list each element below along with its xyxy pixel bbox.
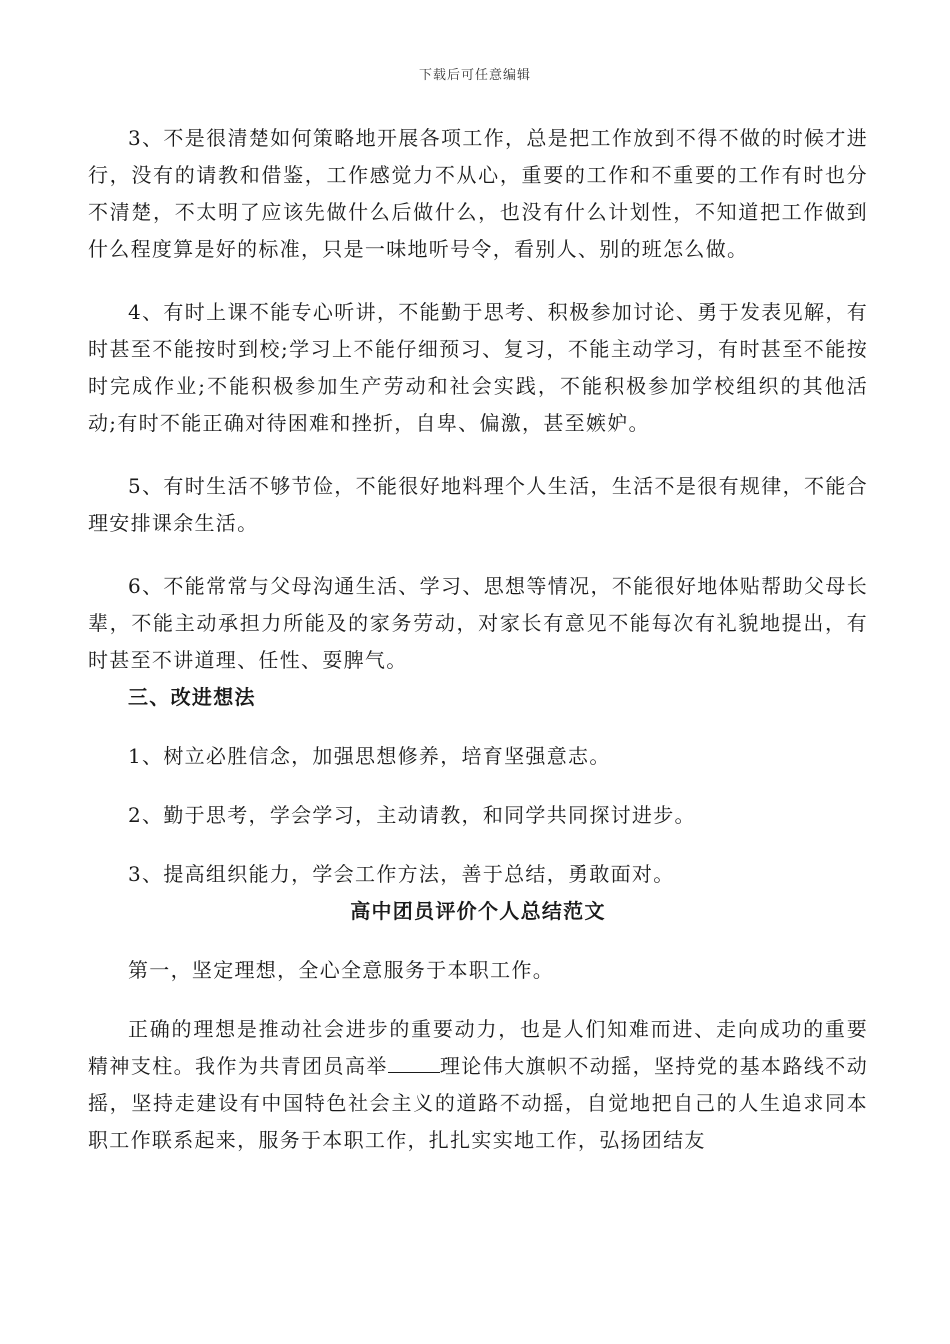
paragraph-item-4: 4、有时上课不能专心听讲，不能勤于思考、积极参加讨论、勇于发表见解，有时甚至不能按时到校;学习上不能仔细预习、复习，不能主动学习，有时甚至不能按时完成作业;不能积极参加生产劳动和社会实践，不能积极参加学校组织的其他活动;有时不能正确对待困难和挫折，自卑、偏激，甚至嫉妒。 — [88, 300, 868, 435]
improvement-item-2: 2、勤于思考，学会学习，主动请教，和同学共同探讨进步。 — [128, 803, 696, 827]
article-paragraph-1 — [88, 1011, 868, 1159]
page-header-note: 下载后可任意编辑 — [418, 68, 531, 83]
article-paragraph-1-part-1: 正确的理想是推动社会进步的重要动力，也是人们知难而进、走向成功的重要精神支柱。我作为共青团员高举 — [88, 1017, 868, 1078]
paragraph-item-6: 6、不能常常与父母沟通生活、学习、思想等情况，不能很好地体贴帮助父母长辈，不能主动承担力所能及的家务劳动，对家长有意见不能每次有礼貌地提出，有时甚至不讲道理、任性、耍脾气。 — [88, 574, 868, 672]
fill-in-blank — [388, 1054, 440, 1073]
paragraph-item-3: 3、不是很清楚如何策略地开展各项工作，总是把工作放到不得不做的时候才进行，没有的请教和借鉴，工作感觉力不从心，重要的工作和不重要的工作有时也分不清楚，不太明了应该先做什么后做什么，也没有什么计划性，不知道把工作做到什么程度算是好的标准，只是一味地听号令，看别人、别的班怎么做。 — [88, 126, 868, 261]
document-body — [88, 120, 868, 1159]
improvement-item-1: 1、树立必胜信念，加强思想修养，培育坚强意志。 — [128, 744, 611, 768]
article-paragraph-1-part-2: 理论伟大旗帜不动摇，坚持党的基本路线不动摇，坚持走建设有中国特色社会主义的道路不动摇，自觉地把自己的人生追求同本职工作联系起来，服务于本职工作，扎扎实实地工作，弘扬团结友 — [88, 1054, 868, 1152]
article-point-1: 第一，坚定理想，全心全意服务于本职工作。 — [128, 958, 554, 982]
paragraph-item-5: 5、有时生活不够节俭，不能很好地料理个人生活，生活不是很有规律，不能合理安排课余生活。 — [88, 474, 868, 535]
article-title: 高中团员评价个人总结范文 — [350, 899, 606, 923]
improvement-item-3: 3、提高组织能力，学会工作方法，善于总结，勇敢面对。 — [128, 862, 675, 886]
section-heading-improvements: 三、改进想法 — [128, 685, 256, 709]
